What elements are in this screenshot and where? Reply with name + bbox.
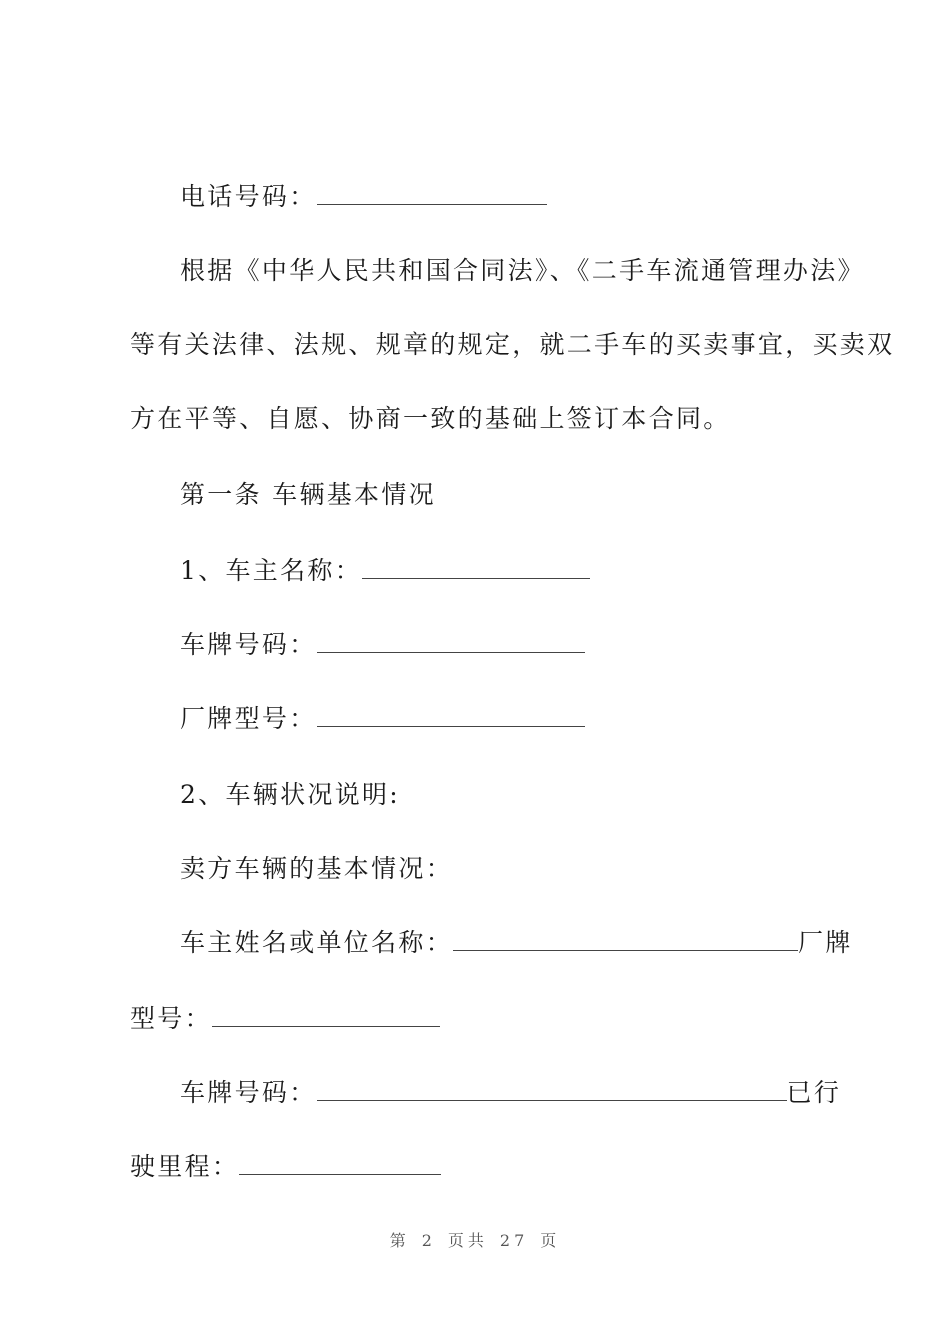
plate-mileage-line bbox=[180, 1076, 841, 1110]
model-line bbox=[130, 1002, 440, 1036]
page-footer bbox=[0, 1228, 950, 1251]
footer-prefix: 第 bbox=[389, 1231, 410, 1250]
brand-cont-label: 厂牌 bbox=[798, 928, 853, 957]
mileage-cont-label: 已行 bbox=[786, 1078, 842, 1107]
mileage-label: 驶里程： bbox=[130, 1152, 240, 1181]
owner-unit-label: 车主姓名或单位名称： bbox=[180, 928, 454, 957]
owner-name-label: 1、车主名称： bbox=[180, 556, 363, 585]
brand-model-line bbox=[180, 702, 585, 736]
condition-heading: 2、车辆状况说明: bbox=[180, 780, 401, 809]
model-label: 型号： bbox=[130, 1004, 212, 1033]
plate-line bbox=[180, 628, 585, 662]
owner-name-blank bbox=[362, 558, 590, 579]
phone-label: 电话号码： bbox=[180, 182, 317, 211]
model-blank bbox=[212, 1006, 440, 1027]
footer-total-pages: 27 bbox=[499, 1231, 529, 1250]
brand-model-blank bbox=[317, 706, 585, 727]
seller-vehicle-heading: 卖方车辆的基本情况： bbox=[180, 854, 454, 883]
intro-line-2: 等有关法律、法规、规章的规定，就二手车的买卖事宜，买卖双 bbox=[130, 330, 895, 359]
plate-blank-2 bbox=[317, 1080, 787, 1101]
intro-line-1: 根据《中华人民共和国合同法》、《二手车流通管理办法》 bbox=[180, 256, 865, 285]
owner-unit-line bbox=[180, 926, 853, 960]
plate-label: 车牌号码： bbox=[180, 630, 317, 659]
owner-unit-blank bbox=[453, 930, 798, 951]
mileage-line bbox=[130, 1150, 441, 1184]
owner-name-line bbox=[180, 554, 590, 588]
intro-line-3: 方在平等、自愿、协商一致的基础上签订本合同。 bbox=[130, 404, 731, 433]
plate-label-2: 车牌号码： bbox=[180, 1078, 317, 1107]
footer-suffix: 页 bbox=[540, 1231, 561, 1250]
plate-blank bbox=[317, 632, 585, 653]
article-heading: 第一条 车辆基本情况 bbox=[180, 480, 436, 509]
phone-line bbox=[180, 180, 547, 214]
phone-blank bbox=[317, 184, 547, 205]
footer-middle: 页共 bbox=[447, 1231, 488, 1250]
mileage-blank bbox=[239, 1154, 441, 1175]
footer-page-number: 2 bbox=[421, 1231, 436, 1250]
brand-model-label: 厂牌型号： bbox=[180, 704, 317, 733]
